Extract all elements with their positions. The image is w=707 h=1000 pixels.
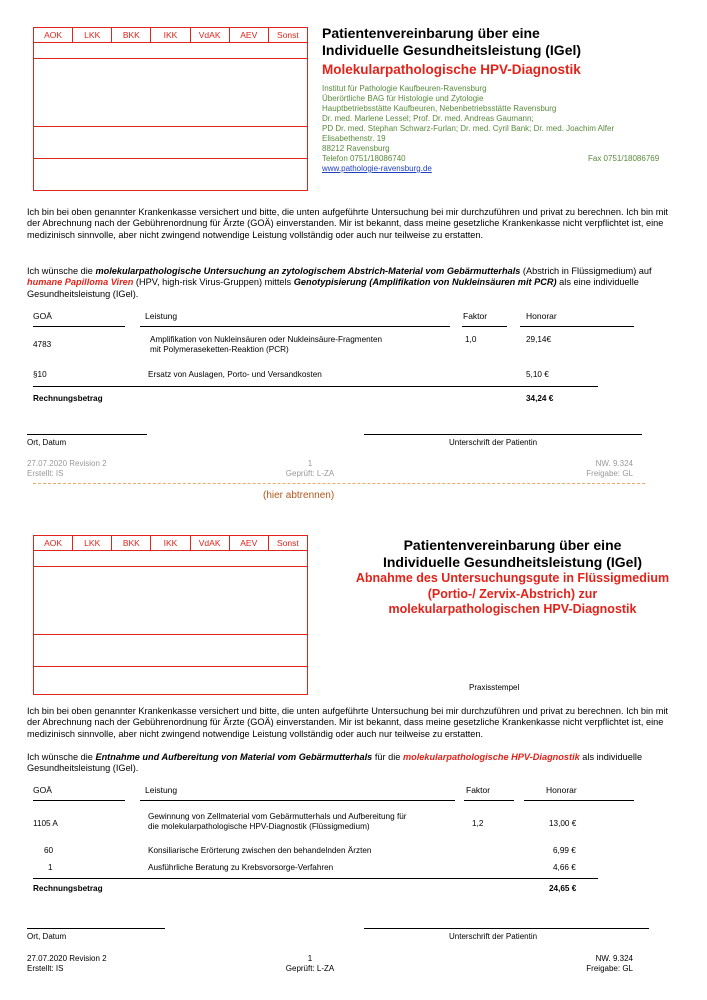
col-honorar: Honorar (546, 785, 577, 795)
form1-title: Patientenvereinbarung über eine Individuelle Gesundheitsleistung (IGel) (322, 25, 582, 58)
practice-stamp-label: Praxisstempel (469, 683, 520, 692)
total-value: 24,65 € (549, 884, 577, 893)
ins-col: IKK (151, 536, 190, 550)
insurance-field-number[interactable] (34, 127, 307, 159)
footer-center: 1 Geprüft: L-ZA (285, 459, 335, 478)
form2-consent-text: Ich bin bei oben genannter Krankenkasse versichert und bitte, die unten aufgeführte Untersuchung bei mir durchzuführen und privat zu berechnen. Ich bin mit der Abrechnung nach der Gebührenordnung für Ärzte (GOÄ) einverstanden. Mir ist bekannt, dass meine gesetzliche Krankenkasse nicht verpflichtet ist, eine medizinisch sinnvolle, aber nicht zwingend notwendige Leistung vollständig oder auch nur teilweise zu erstatten. (27, 706, 668, 739)
institute-website-link[interactable]: www.pathologie-ravensburg.de (322, 164, 432, 173)
cell-honorar: 5,10 € (526, 370, 549, 379)
ins-col: AEV (230, 536, 269, 550)
insurance-box-2 (33, 535, 308, 695)
signature-line-place[interactable] (27, 434, 147, 435)
insurance-header-2 (34, 536, 307, 551)
cut-label: (hier abtrennen) (263, 490, 335, 501)
cell-honorar: 29,14€ (526, 335, 552, 344)
table-rule (464, 800, 514, 801)
footer-left: 27.07.2020 Revision 2 Erstellt: IS (27, 459, 107, 478)
cell-honorar: 4,66 € (553, 863, 576, 872)
col-faktor: Faktor (463, 311, 488, 321)
table-rule (33, 386, 598, 387)
institute-fax: Fax 0751/18086769 (588, 154, 660, 163)
form2-subtitle: Abnahme des Untersuchungsgute in Flüssigmedium (Portio-/ Zervix-Abstrich) zur molekularpathologischen HPV-Diagnostik (355, 571, 670, 616)
label-patient-signature: Unterschrift der Patientin (449, 932, 538, 941)
table-rule (462, 326, 507, 327)
cell-faktor: 1,2 (472, 819, 484, 828)
cell-leistung: Konsiliarische Erörterung zwischen den behandelnden Ärzten (148, 846, 372, 855)
institute-phone: Telefon 0751/18086740 (322, 154, 406, 163)
insurance-box-1 (33, 27, 308, 191)
ins-col: IKK (151, 28, 190, 42)
ins-col: AOK (34, 28, 73, 42)
ins-col: LKK (73, 28, 112, 42)
form1-subtitle: Molekularpathologische HPV-Diagnostik (322, 62, 581, 77)
table-rule (140, 800, 455, 801)
insurance-field-number[interactable] (34, 635, 307, 667)
form1-consent-text: Ich bin bei oben genannter Krankenkasse versichert und bitte, die unten aufgeführte Untersuchung bei mir durchzuführen und privat zu berechnen. Ich bin mit der Abrechnung nach der Gebührenordnung für Ärzte (GOÄ) einverstanden. Mir ist bekannt, dass meine gesetzliche Krankenkasse nicht verpflichtet ist, eine medizinisch sinnvolle, aber nicht zwingend notwendige Leistung vollständig oder auch nur teilweise zu erstatten. (27, 207, 668, 240)
insurance-field-name[interactable] (34, 551, 307, 567)
col-honorar: Honorar (526, 311, 557, 321)
signature-line-patient[interactable] (364, 928, 649, 929)
cut-line (33, 483, 645, 484)
insurance-header-1 (34, 28, 307, 43)
insurance-field-date[interactable] (34, 667, 307, 695)
col-leistung: Leistung (145, 785, 178, 795)
label-place-date: Ort, Datum (27, 932, 67, 941)
insurance-field-name[interactable] (34, 43, 307, 59)
ins-col: AOK (34, 536, 73, 550)
ins-col: AEV (230, 28, 269, 42)
footer-right: NW. 9.324 Freigabe: GL (586, 459, 633, 478)
ins-col: Sonst (277, 30, 299, 40)
table-rule (140, 326, 450, 327)
ins-col: Sonst (277, 538, 299, 548)
insurance-field-date[interactable] (34, 159, 307, 189)
total-label: Rechnungsbetrag (33, 884, 103, 893)
cell-goa: 1 (48, 863, 53, 872)
form1-request-text: Ich wünsche die molekularpathologische Untersuchung an zytologischem Abstrich-Material vom Gebärmutterhals (Abstrich in Flüssigmedium) auf humane Papilloma Viren (HPV, high-risk Virus-Gruppen) mittels Genotypisierung (Amplifikation von Nukleinsäuren mit PCR) als eine individuelle Gesundheitsleistung (IGel). (27, 266, 652, 299)
total-value: 34,24 € (526, 394, 554, 403)
label-patient-signature: Unterschrift der Patientin (449, 438, 538, 447)
insurance-field-address[interactable] (34, 567, 307, 635)
cell-honorar: 6,99 € (553, 846, 576, 855)
cell-goa: 60 (44, 846, 54, 855)
cell-goa: 1105 A (33, 819, 58, 828)
col-faktor: Faktor (466, 785, 491, 795)
table-rule (33, 326, 125, 327)
table-rule (524, 800, 634, 801)
insurance-field-address[interactable] (34, 59, 307, 127)
signature-line-place[interactable] (27, 928, 165, 929)
col-goa: GOÄ (33, 785, 52, 795)
cell-leistung: Ausführliche Beratung zu Krebsvorsorge-Verfahren (148, 863, 334, 872)
cell-leistung: Ersatz von Auslagen, Porto- und Versandkosten (148, 370, 322, 379)
ins-col: LKK (73, 536, 112, 550)
cell-honorar: 13,00 € (549, 819, 577, 828)
signature-line-patient[interactable] (364, 434, 642, 435)
cell-faktor: 1,0 (465, 335, 477, 344)
institute-block: Institut für Pathologie Kaufbeuren-Ravensburg Überörtliche BAG für Histologie und Zytologie Hauptbetriebsstätte Kaufbeuren, Nebenbetriebsstätte Ravensburg Dr. med. Marlene Lessel; Prof. Dr. med. Andreas Gaumann; PD Dr. med. Stephan Schwarz-Furlan; Dr. med. Cyril Bank; Dr. med. Joachim Alfer Elisabethenstr. 19 88212 Ravensburg Telefon 0751/18086740 Fax 0751/18086769 www.pathologie-ravensburg.de (322, 84, 660, 173)
cell-goa: 4783 (33, 340, 52, 349)
ins-col: VdAK (191, 536, 230, 550)
ins-col: BKK (112, 28, 151, 42)
table-rule (33, 878, 598, 879)
col-leistung: Leistung (145, 311, 178, 321)
cell-leistung: Amplifikation von Nukleinsäuren oder Nukleinsäure-Fragmenten mit Polymeraseketten-Reaktion (PCR) (150, 335, 383, 354)
footer-right: NW. 9.324 Freigabe: GL (586, 954, 633, 973)
ins-col: VdAK (191, 28, 230, 42)
table-rule (33, 800, 125, 801)
cell-leistung: Gewinnung von Zellmaterial vom Gebärmutterhals und Aufbereitung für die molekularpathologische HPV-Diagnostik (Flüssigmedium) (148, 812, 407, 831)
table-rule (520, 326, 634, 327)
col-goa: GOÄ (33, 311, 52, 321)
total-label: Rechnungsbetrag (33, 394, 103, 403)
footer-left: 27.07.2020 Revision 2 Erstellt: IS (27, 954, 107, 973)
cell-goa: §10 (33, 370, 47, 379)
label-place-date: Ort, Datum (27, 438, 67, 447)
form2-request-text: Ich wünsche die Entnahme und Aufbereitung von Material vom Gebärmutterhals für die molekularpathologische HPV-Diagnostik als individuelle Gesundheitsleistung (IGel). (27, 752, 643, 774)
form2-title: Patientenvereinbarung über eine Individuelle Gesundheitsleistung (IGel) (382, 537, 643, 570)
footer-center: 1 Geprüft: L-ZA (285, 954, 335, 973)
ins-col: BKK (112, 536, 151, 550)
